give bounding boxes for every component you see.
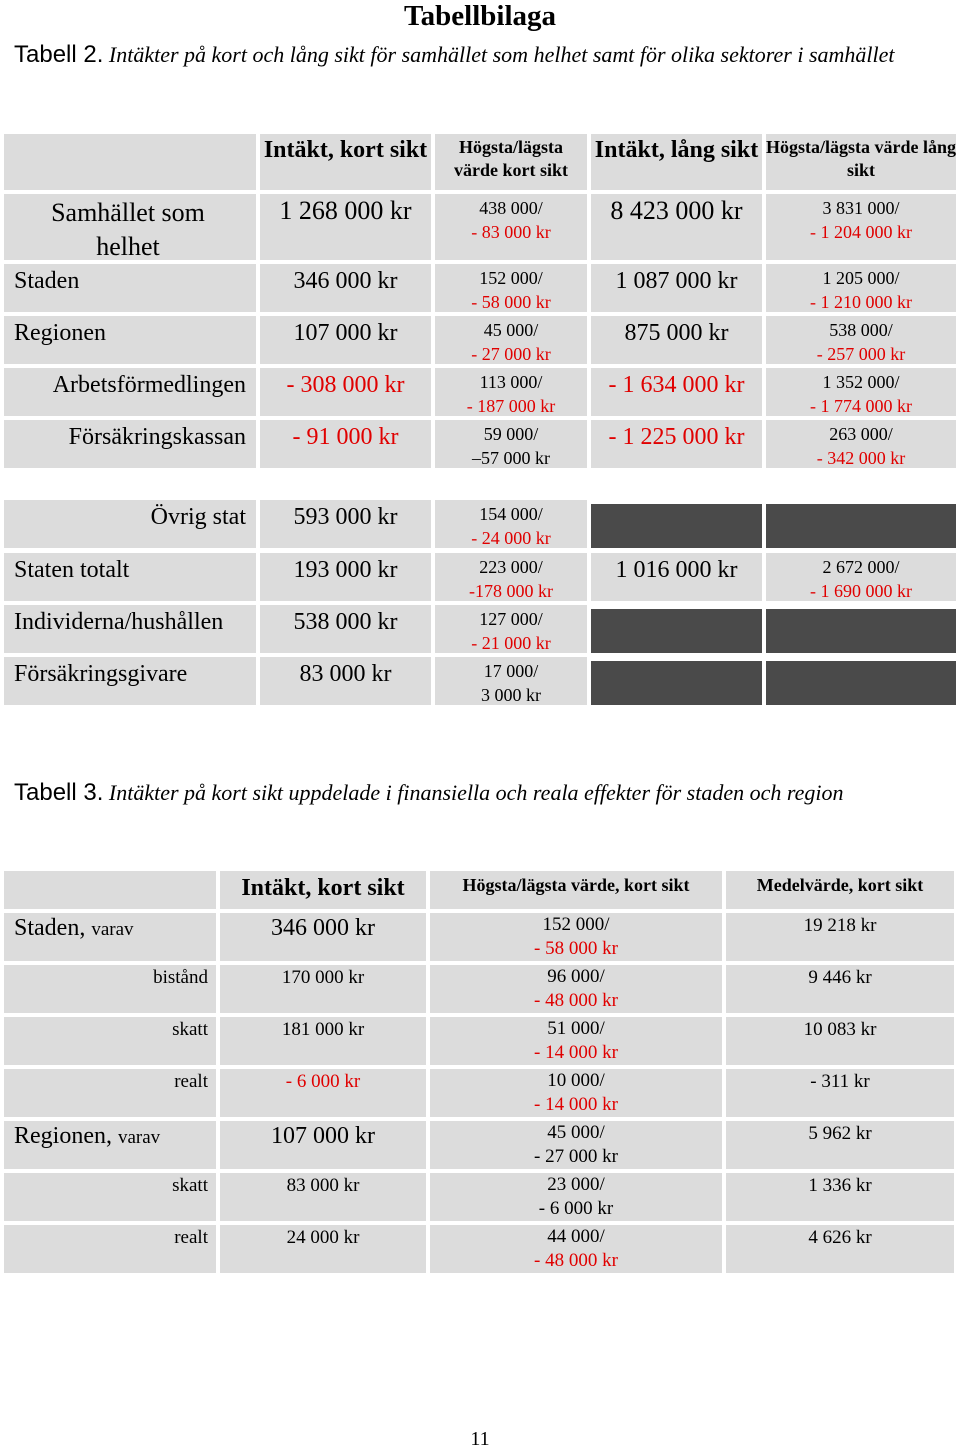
table2-row-long-range: [766, 316, 956, 364]
table3-row-mean: 10 083 kr: [726, 1017, 954, 1065]
table2-row-short: 1 268 000 kr: [260, 194, 431, 260]
table2-empty-cell: [766, 661, 956, 705]
table2-caption-label: Tabell 2.: [14, 41, 104, 68]
table2-header-long: Intäkt, lång sikt: [591, 134, 762, 190]
table3-row-range-high: 23 000/: [547, 1174, 605, 1195]
table3-row-range-low: - 14 000 kr: [534, 1042, 618, 1063]
table3-row-range-low: - 58 000 kr: [534, 938, 618, 959]
page-title: Tabellbilaga: [403, 0, 557, 32]
table2-row-short-range-high: 438 000/: [479, 198, 543, 218]
table2-row-short: 83 000 kr: [260, 657, 431, 705]
table3-row-short: 107 000 kr: [220, 1121, 426, 1169]
table2-row-long-range-high: 263 000/: [829, 424, 893, 444]
table3-row-label: skatt: [4, 1017, 216, 1065]
table2-row-short-range-low: 3 000 kr: [481, 685, 541, 705]
table3-row-label: skatt: [4, 1173, 216, 1221]
table2-row-short-range-high: 113 000/: [479, 372, 543, 392]
table3-row-label: [4, 913, 216, 961]
table2-row-long-range: [766, 264, 956, 312]
table2-row-long-range-high: 3 831 000/: [822, 198, 900, 218]
table3-header-mean: Medelvärde, kort sikt: [726, 871, 954, 909]
table2-row-short-range: [435, 553, 587, 601]
table3-row-short: - 6 000 kr: [220, 1069, 426, 1117]
table2-row-long-range-low: - 1 210 000 kr: [810, 292, 912, 312]
table2-row-label: Samhället som helhet: [4, 194, 256, 260]
table3-row-label: bistånd: [4, 965, 216, 1013]
table2-row-short-range: [435, 194, 587, 260]
table3-row-mean: 4 626 kr: [726, 1225, 954, 1273]
table3-row-label-main: Staden,: [14, 915, 86, 941]
table2-row-short-range-high: 127 000/: [479, 609, 543, 629]
table3-row-range-low: - 48 000 kr: [534, 1250, 618, 1271]
table2-header-short-range: Högsta/lägsta värde kort sikt: [435, 134, 587, 190]
table2-row-long-range-high: 2 672 000/: [822, 557, 900, 577]
table3-row-short: 83 000 kr: [220, 1173, 426, 1221]
table2-empty-cell: [591, 661, 762, 705]
table2-header-blank: [4, 134, 256, 190]
table2-row-short-range-high: 152 000/: [479, 268, 543, 288]
table2-row-label: Staten totalt: [4, 553, 256, 601]
table3-row-range-high: 10 000/: [547, 1070, 605, 1091]
table2-row-long-range-low: - 1 690 000 kr: [810, 581, 912, 601]
table2-row-short-range-high: 45 000/: [483, 320, 539, 340]
table3-row-mean: 1 336 kr: [726, 1173, 954, 1221]
table2-row-long-range-high: 1 352 000/: [822, 372, 900, 392]
table2-row-long-range: [766, 194, 956, 260]
table2-row-short: 593 000 kr: [260, 500, 431, 548]
table2-header-long-range: Högsta/lägsta värde lång sikt: [766, 134, 956, 190]
table2-row-long-range: [766, 553, 956, 601]
table3-row-range-low: - 6 000 kr: [538, 1198, 614, 1219]
table3-caption-text: Intäkter på kort sikt uppdelade i finansiella och reala effekter för staden och region: [108, 780, 844, 805]
table2-row-short: - 308 000 kr: [260, 368, 431, 416]
table2-row-long: 1 016 000 kr: [591, 553, 762, 601]
table2-caption: [14, 40, 934, 69]
table3-row-mean: 19 218 kr: [726, 913, 954, 961]
table3-row-range: [430, 1225, 722, 1273]
table2-row-short: 193 000 kr: [260, 553, 431, 601]
table2-row-short-range: [435, 605, 587, 653]
table2-row-short: 107 000 kr: [260, 316, 431, 364]
table2-row-label: Övrig stat: [4, 500, 256, 548]
table3-row-range-high: 96 000/: [547, 966, 605, 987]
table3-row-label: realt: [4, 1069, 216, 1117]
table2-row-long: - 1 634 000 kr: [591, 368, 762, 416]
table3-row-mean: - 311 kr: [726, 1069, 954, 1117]
table2-row-label: Försäkringsgivare: [4, 657, 256, 705]
table2-row-short-range-low: -178 000 kr: [469, 581, 553, 601]
table2-row-short: 538 000 kr: [260, 605, 431, 653]
table3-row-range: [430, 965, 722, 1013]
table2-row-label: Individerna/hushållen: [4, 605, 256, 653]
table3-header-blank: [4, 871, 216, 909]
table2-row-long-range: [766, 368, 956, 416]
table2-row-label: Försäkringskassan: [4, 420, 256, 468]
table2-row-short-range-high: 154 000/: [479, 504, 543, 524]
table2-row-short-range-low: - 83 000 kr: [471, 222, 551, 242]
table2-row-short-range: [435, 657, 587, 705]
table2-row-short-range-high: 59 000/: [483, 424, 539, 444]
table3-row-short: 170 000 kr: [220, 965, 426, 1013]
table2-empty-cell: [591, 609, 762, 653]
table3-row-range-high: 45 000/: [547, 1122, 605, 1143]
table2-row-short-range-low: - 21 000 kr: [471, 633, 551, 653]
table3-row-label-suffix: varav: [117, 1127, 161, 1148]
table3-row-mean: 9 446 kr: [726, 965, 954, 1013]
table3-row-range: [430, 1173, 722, 1221]
table2-empty-cell: [766, 504, 956, 548]
table2-row-long-range-high: 1 205 000/: [822, 268, 900, 288]
table3-row-range: [430, 913, 722, 961]
table3-caption-label: Tabell 3.: [14, 779, 104, 806]
table2-row-short-range-high: 223 000/: [479, 557, 543, 577]
table3-row-short: 24 000 kr: [220, 1225, 426, 1273]
table2-row-long: 1 087 000 kr: [591, 264, 762, 312]
table3-row-range: [430, 1121, 722, 1169]
table3-row-mean: 5 962 kr: [726, 1121, 954, 1169]
table2-row-short-range-low: - 24 000 kr: [471, 528, 551, 548]
table2-row-long-range-low: - 1 204 000 kr: [810, 222, 912, 242]
table3-header-short: Intäkt, kort sikt: [220, 871, 426, 909]
table2-row-short: 346 000 kr: [260, 264, 431, 312]
page-number: 11: [470, 1428, 490, 1450]
table3-row-label-suffix: varav: [91, 919, 134, 940]
table2-empty-cell: [766, 609, 956, 653]
table2-row-short-range: [435, 500, 587, 548]
table2-row-long-range-low: - 1 774 000 kr: [810, 396, 912, 416]
table3-row-label: realt: [4, 1225, 216, 1273]
table2-row-short-range: [435, 316, 587, 364]
table2-row-short-range-high: 17 000/: [483, 661, 539, 681]
table2-row-long-range-low: - 257 000 kr: [816, 344, 906, 364]
table2-header-short: Intäkt, kort sikt: [260, 134, 431, 190]
table3-row-range-low: - 14 000 kr: [534, 1094, 618, 1115]
table2-row-short-range-low: - 187 000 kr: [466, 396, 556, 416]
table2-row-label: Staden: [4, 264, 256, 312]
table3-row-range-high: 44 000/: [547, 1226, 605, 1247]
table2-row-short-range: [435, 420, 587, 468]
table2-row-label: Arbetsförmedlingen: [4, 368, 256, 416]
table2-row-short-range: [435, 368, 587, 416]
table2-row-label: Regionen: [4, 316, 256, 364]
table3-row-label: [4, 1121, 216, 1169]
table3-header-range: Högsta/lägsta värde, kort sikt: [430, 871, 722, 909]
table2-row-short-range-low: - 27 000 kr: [471, 344, 551, 364]
table3-caption: [14, 778, 934, 807]
table3-row-short: 346 000 kr: [220, 913, 426, 961]
table3-row-range: [430, 1069, 722, 1117]
table3-row-range-high: 51 000/: [547, 1018, 605, 1039]
table2-row-long: 8 423 000 kr: [591, 194, 762, 260]
table3-row-range: [430, 1017, 722, 1065]
table3-row-range-low: - 48 000 kr: [534, 990, 618, 1011]
table2-row-long: 875 000 kr: [591, 316, 762, 364]
table2-empty-cell: [591, 504, 762, 548]
table2-row-short-range-low: –57 000 kr: [472, 448, 550, 468]
table2-row-short-range: [435, 264, 587, 312]
table2-row-long: - 1 225 000 kr: [591, 420, 762, 468]
table3-row-range-high: 152 000/: [542, 914, 610, 935]
table2-row-long-range-low: - 342 000 kr: [816, 448, 906, 468]
table3-row-short: 181 000 kr: [220, 1017, 426, 1065]
table2-caption-text: Intäkter på kort och lång sikt för samhället som helhet samt för olika sektorer i samhället: [108, 42, 895, 67]
table3-row-label-main: Regionen,: [14, 1123, 112, 1149]
table2-row-long-range-high: 538 000/: [829, 320, 893, 340]
table3-row-range-low: - 27 000 kr: [534, 1146, 618, 1167]
table2-row-short-range-low: - 58 000 kr: [471, 292, 551, 312]
table2-row-short: - 91 000 kr: [260, 420, 431, 468]
table2-row-long-range: [766, 420, 956, 468]
